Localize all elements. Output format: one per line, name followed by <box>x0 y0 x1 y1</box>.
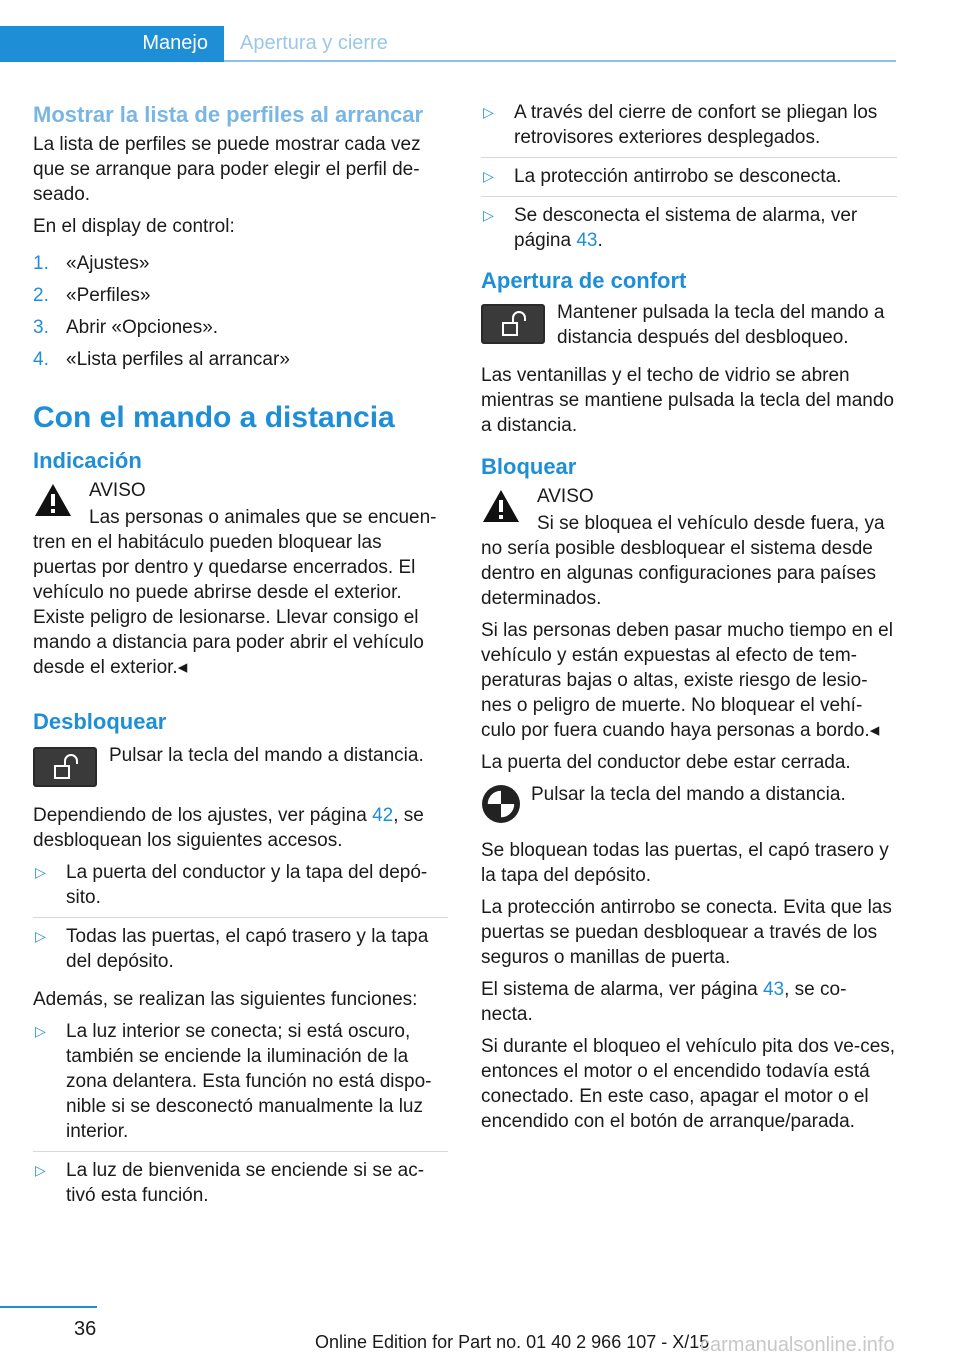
heading-bloquear: Bloquear <box>481 454 577 479</box>
list-item: ▷ Se desconecta el sistema de alarma, ver página 43. <box>483 205 858 251</box>
list-item: ▷ Todas las puertas, el capó trasero y la tapa del depósito. <box>35 926 429 972</box>
left-column <box>33 100 448 1221</box>
list-item: 2. «Perfiles» <box>33 285 151 306</box>
functions-list <box>33 1019 448 1215</box>
warning-text: Si se bloquea el vehículo desde fuera, ya no sería posible desbloquear el sistema desde dentro en algunas configuraciones para países determinados. <box>481 513 885 609</box>
chapter-label: Manejo <box>142 32 208 54</box>
para-ventanillas: Las ventanillas y el techo de vidrio se abren mientras se mantiene pulsada la tecla del mando a distancia. <box>481 365 894 436</box>
triangle-bullet-icon: ▷ <box>483 207 494 223</box>
para-display: En el display de control: <box>33 216 235 237</box>
list-item: 1. «Ajustes» <box>33 253 150 274</box>
list-item: ▷ A través del cierre de confort se pliegan los retrovisores exteriores desplegados. <box>481 100 897 158</box>
list-item: ▷ La protección antirrobo se desconecta. <box>481 164 897 197</box>
triangle-bullet-icon: ▷ <box>35 1023 46 1039</box>
warning-text-2: Si las personas deben pasar mucho tiempo en el vehículo y están expuestas al efecto de tem-peraturas bajas o altas, existe riesgo de lesio-nes o peligro de muerte. No bloquear el vehí-culo por fuera cuando haya personas a bordo.◂ <box>481 620 893 741</box>
para-perfiles: La lista de perfiles se puede mostrar cada vez que se arranque para poder elegir el perfil de-seado. <box>33 134 421 205</box>
page-header <box>0 26 896 62</box>
warning-block <box>481 484 897 743</box>
warning-triangle-icon <box>33 482 73 518</box>
right-column <box>481 100 897 1141</box>
unlock-key-icon <box>481 304 545 344</box>
confort-list <box>481 100 897 260</box>
footer-divider <box>0 1306 97 1308</box>
heading-mando: Con el mando a distancia <box>33 401 395 434</box>
list-item: ▷ La luz de bienvenida se enciende si se ac-tivó esta función. <box>35 1160 425 1206</box>
list-item: ▷ La puerta del conductor y la tapa del depó-sito. <box>33 860 448 918</box>
list-item: ▷ La luz interior se conecta; si está oscuro, también se enciende la iluminación de la zona delantera. Esta función no está dispo-nible si se desconectó manualmente la luz interior. <box>33 1019 448 1152</box>
para-alarma: El sistema de alarma, ver página 43, se co-necta. <box>481 979 847 1025</box>
steps-list <box>33 251 448 372</box>
unlock-key-icon <box>33 747 97 787</box>
page-number: 36 <box>74 1318 97 1340</box>
warning-title: AVISO <box>537 486 594 507</box>
list-item: 3. Abrir «Opciones». <box>33 317 219 338</box>
para-bloquean: Se bloquean todas las puertas, el capó trasero y la tapa del depósito. <box>481 840 889 886</box>
page-link[interactable]: 43 <box>576 230 598 251</box>
triangle-bullet-icon: ▷ <box>35 864 46 880</box>
heading-confort: Apertura de confort <box>481 268 687 293</box>
triangle-bullet-icon: ▷ <box>483 168 494 184</box>
triangle-bullet-icon: ▷ <box>35 928 46 944</box>
para-depend: Dependiendo de los ajustes, ver página 42, se desbloquean los siguientes accesos. <box>33 805 424 851</box>
para-ademas: Además, se realizan las siguientes funciones: <box>33 989 418 1010</box>
access-list <box>33 860 448 981</box>
section-tab[interactable]: Apertura y cierre <box>240 32 388 54</box>
warning-text: Las personas o animales que se encuen-tren en el habitáculo pueden bloquear las puertas por dentro y quedarse encerrados. El vehículo no puede abrirse desde el exterior. Existe peligro de lesionarse. Llevar consigo el mando a distancia para poder abrir el vehículo desde el exterior.◂ <box>33 507 437 678</box>
page-link[interactable]: 43 <box>762 979 785 1000</box>
warning-block <box>33 478 448 680</box>
chapter-tab[interactable] <box>0 26 224 62</box>
triangle-bullet-icon: ▷ <box>35 1162 46 1178</box>
para-puerta: La puerta del conductor debe estar cerrada. <box>481 752 851 773</box>
warning-title: AVISO <box>89 480 146 501</box>
header-divider <box>224 60 896 62</box>
heading-indicacion: Indicación <box>33 448 142 473</box>
para-pita: Si durante el bloqueo el vehículo pita dos ve-ces, entonces el motor o el encendido todavía está conectado. En este caso, apagar el motor o el encendido con el botón de arranque/parada. <box>481 1036 896 1132</box>
triangle-bullet-icon: ▷ <box>483 104 494 120</box>
warning-triangle-icon <box>481 488 521 524</box>
heading-perfiles: Mostrar la lista de perfiles al arrancar <box>33 102 424 127</box>
para-pulsar-unlock: Pulsar la tecla del mando a distancia. <box>109 745 424 766</box>
list-item: 4. «Lista perfiles al arrancar» <box>33 349 290 370</box>
heading-desbloquear: Desbloquear <box>33 709 167 734</box>
para-mantener: Mantener pulsada la tecla del mando a distancia después del desbloqueo. <box>557 302 885 348</box>
page-link[interactable]: 42 <box>372 805 394 826</box>
watermark: carmanualsonline.info <box>700 1334 895 1356</box>
bmw-lock-key-icon <box>481 784 521 824</box>
edition-text: Online Edition for Part no. 01 40 2 966 107 - X/15 <box>315 1332 710 1352</box>
para-antirrobo: La protección antirrobo se conecta. Evita que las puertas se puedan desbloquear a través de los seguros o manillas de puerta. <box>481 897 892 968</box>
para-pulsar-lock: Pulsar la tecla del mando a distancia. <box>531 784 846 805</box>
